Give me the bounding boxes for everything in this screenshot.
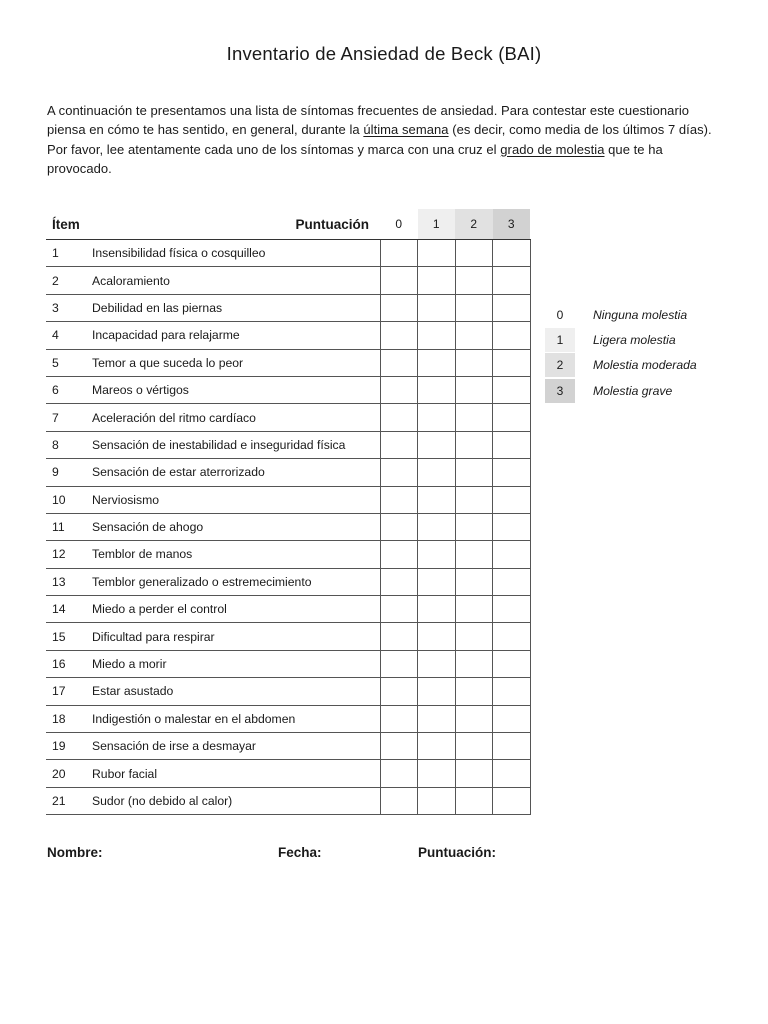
table-row bbox=[46, 431, 530, 458]
intro-underline-degree: grado de molestia bbox=[500, 141, 605, 157]
legend-item bbox=[545, 327, 697, 352]
score-legend bbox=[545, 302, 697, 403]
table-row bbox=[46, 486, 530, 513]
score-checkbox-1[interactable] bbox=[418, 705, 456, 732]
score-checkbox-3[interactable] bbox=[493, 513, 531, 540]
table-header-row bbox=[46, 209, 530, 240]
score-checkbox-3[interactable] bbox=[493, 623, 531, 650]
table-row bbox=[46, 596, 530, 623]
legend-value: 0 bbox=[556, 307, 564, 322]
item-number: 7 bbox=[46, 404, 92, 431]
table-row bbox=[46, 678, 530, 705]
page-title: Inventario de Ansiedad de Beck (BAI) bbox=[226, 43, 542, 64]
table-row bbox=[46, 541, 530, 568]
symptom-text: Incapacidad para relajarme bbox=[92, 322, 380, 349]
symptom-text: Sensación de irse a desmayar bbox=[92, 733, 380, 760]
score-checkbox-0[interactable] bbox=[380, 349, 418, 376]
symptom-text: Debilidad en las piernas bbox=[92, 294, 380, 321]
table-row bbox=[46, 404, 530, 431]
score-checkbox-0[interactable] bbox=[380, 787, 418, 814]
score-header-1: 1 bbox=[418, 209, 456, 240]
date-label: Fecha: bbox=[278, 845, 322, 860]
header-item: Ítem bbox=[46, 209, 92, 240]
score-checkbox-3[interactable] bbox=[493, 678, 531, 705]
table-row bbox=[46, 267, 530, 294]
intro-text-3: que te ha provocado. bbox=[47, 141, 663, 176]
item-number: 15 bbox=[46, 623, 92, 650]
score-checkbox-1[interactable] bbox=[418, 513, 456, 540]
item-number: 19 bbox=[46, 733, 92, 760]
table-row bbox=[46, 705, 530, 732]
score-checkbox-0[interactable] bbox=[380, 760, 418, 787]
score-checkbox-2[interactable] bbox=[455, 787, 493, 814]
symptom-text: Sensación de inestabilidad e inseguridad física bbox=[92, 431, 380, 458]
item-number: 18 bbox=[46, 705, 92, 732]
table-row bbox=[46, 376, 530, 403]
score-checkbox-2[interactable] bbox=[455, 650, 493, 677]
score-header-2: 2 bbox=[455, 209, 493, 240]
symptom-text: Aceleración del ritmo cardíaco bbox=[92, 404, 380, 431]
score-checkbox-2[interactable] bbox=[455, 486, 493, 513]
legend-value: 2 bbox=[545, 353, 575, 377]
score-checkbox-0[interactable] bbox=[380, 376, 418, 403]
score-checkbox-3[interactable] bbox=[493, 404, 531, 431]
score-header-3: 3 bbox=[493, 209, 531, 240]
item-number: 10 bbox=[46, 486, 92, 513]
legend-label: Ligera molestia bbox=[593, 332, 676, 347]
symptom-text: Estar asustado bbox=[92, 678, 380, 705]
score-checkbox-0[interactable] bbox=[380, 568, 418, 595]
item-number: 21 bbox=[46, 787, 92, 814]
score-checkbox-2[interactable] bbox=[455, 267, 493, 294]
symptom-text: Temblor generalizado o estremecimiento bbox=[92, 568, 380, 595]
score-header-0: 0 bbox=[380, 209, 418, 240]
table-row bbox=[46, 623, 530, 650]
score-checkbox-1[interactable] bbox=[418, 404, 456, 431]
table-row bbox=[46, 760, 530, 787]
table-row bbox=[46, 650, 530, 677]
score-checkbox-0[interactable] bbox=[380, 513, 418, 540]
legend-label: Ninguna molestia bbox=[593, 307, 688, 322]
symptom-text: Miedo a morir bbox=[92, 650, 380, 677]
item-number: 4 bbox=[46, 322, 92, 349]
score-checkbox-0[interactable] bbox=[380, 650, 418, 677]
symptom-text: Temblor de manos bbox=[92, 541, 380, 568]
item-number: 11 bbox=[46, 513, 92, 540]
score-checkbox-3[interactable] bbox=[493, 240, 531, 267]
score-checkbox-2[interactable] bbox=[455, 678, 493, 705]
score-checkbox-2[interactable] bbox=[455, 541, 493, 568]
score-checkbox-3[interactable] bbox=[493, 294, 531, 321]
score-checkbox-0[interactable] bbox=[380, 623, 418, 650]
table-row bbox=[46, 787, 530, 814]
item-number: 12 bbox=[46, 541, 92, 568]
item-number: 17 bbox=[46, 678, 92, 705]
score-checkbox-3[interactable] bbox=[493, 760, 531, 787]
item-number: 16 bbox=[46, 650, 92, 677]
score-checkbox-3[interactable] bbox=[493, 376, 531, 403]
table-row bbox=[46, 240, 530, 267]
symptom-text: Sensación de estar aterrorizado bbox=[92, 459, 380, 486]
score-checkbox-2[interactable] bbox=[455, 459, 493, 486]
symptom-text: Insensibilidad física o cosquilleo bbox=[92, 240, 380, 267]
table-row bbox=[46, 459, 530, 486]
score-checkbox-2[interactable] bbox=[455, 322, 493, 349]
legend-item bbox=[545, 302, 697, 327]
score-checkbox-0[interactable] bbox=[380, 294, 418, 321]
header-score: Puntuación bbox=[92, 209, 380, 240]
score-checkbox-0[interactable] bbox=[380, 404, 418, 431]
score-checkbox-1[interactable] bbox=[418, 294, 456, 321]
score-checkbox-2[interactable] bbox=[455, 705, 493, 732]
score-checkbox-0[interactable] bbox=[380, 267, 418, 294]
symptom-text: Nerviosismo bbox=[92, 486, 380, 513]
score-checkbox-0[interactable] bbox=[380, 596, 418, 623]
score-checkbox-1[interactable] bbox=[418, 349, 456, 376]
score-total-label: Puntuación: bbox=[418, 845, 496, 860]
legend-label: Molestia grave bbox=[593, 383, 673, 398]
score-checkbox-1[interactable] bbox=[418, 240, 456, 267]
table-body bbox=[46, 240, 530, 815]
score-checkbox-3[interactable] bbox=[493, 541, 531, 568]
table-row bbox=[46, 294, 530, 321]
score-checkbox-1[interactable] bbox=[418, 322, 456, 349]
score-checkbox-2[interactable] bbox=[455, 431, 493, 458]
score-checkbox-3[interactable] bbox=[493, 568, 531, 595]
symptom-text: Temor a que suceda lo peor bbox=[92, 349, 380, 376]
score-checkbox-2[interactable] bbox=[455, 404, 493, 431]
item-number: 14 bbox=[46, 596, 92, 623]
score-checkbox-3[interactable] bbox=[493, 486, 531, 513]
table-row bbox=[46, 322, 530, 349]
symptom-text: Acaloramiento bbox=[92, 267, 380, 294]
score-checkbox-0[interactable] bbox=[380, 322, 418, 349]
score-checkbox-0[interactable] bbox=[380, 733, 418, 760]
symptom-table bbox=[46, 209, 531, 815]
score-checkbox-2[interactable] bbox=[455, 623, 493, 650]
item-number: 6 bbox=[46, 376, 92, 403]
score-checkbox-1[interactable] bbox=[418, 787, 456, 814]
score-checkbox-1[interactable] bbox=[418, 623, 456, 650]
score-checkbox-3[interactable] bbox=[493, 459, 531, 486]
score-checkbox-0[interactable] bbox=[380, 459, 418, 486]
intro-text-2: (es decir, como media de los últimos 7 días). Por favor, lee atentamente cada uno de los síntomas y marca con una cruz el bbox=[47, 122, 712, 157]
symptom-text: Sensación de ahogo bbox=[92, 513, 380, 540]
score-checkbox-1[interactable] bbox=[418, 431, 456, 458]
score-checkbox-1[interactable] bbox=[418, 596, 456, 623]
intro-text-1: A continuación te presentamos una lista de síntomas frecuentes de ansiedad. Para contestar este cuestionario piensa en cómo te has sentido, en general, durante la bbox=[47, 103, 690, 138]
item-number: 20 bbox=[46, 760, 92, 787]
score-checkbox-2[interactable] bbox=[455, 568, 493, 595]
score-checkbox-0[interactable] bbox=[380, 486, 418, 513]
legend-item bbox=[545, 353, 697, 378]
table-row bbox=[46, 513, 530, 540]
score-checkbox-2[interactable] bbox=[455, 376, 493, 403]
score-checkbox-0[interactable] bbox=[380, 541, 418, 568]
score-checkbox-1[interactable] bbox=[418, 733, 456, 760]
item-number: 8 bbox=[46, 431, 92, 458]
symptom-text: Indigestión o malestar en el abdomen bbox=[92, 705, 380, 732]
score-checkbox-2[interactable] bbox=[455, 349, 493, 376]
score-checkbox-2[interactable] bbox=[455, 240, 493, 267]
score-checkbox-1[interactable] bbox=[418, 678, 456, 705]
item-number: 3 bbox=[46, 294, 92, 321]
item-number: 2 bbox=[46, 267, 92, 294]
score-checkbox-3[interactable] bbox=[493, 596, 531, 623]
table-row bbox=[46, 349, 530, 376]
score-checkbox-2[interactable] bbox=[455, 596, 493, 623]
item-number: 13 bbox=[46, 568, 92, 595]
score-checkbox-3[interactable] bbox=[493, 733, 531, 760]
score-checkbox-1[interactable] bbox=[418, 486, 456, 513]
score-checkbox-1[interactable] bbox=[418, 376, 456, 403]
item-number: 1 bbox=[46, 240, 92, 267]
item-number: 5 bbox=[46, 349, 92, 376]
score-checkbox-1[interactable] bbox=[418, 760, 456, 787]
score-checkbox-2[interactable] bbox=[455, 760, 493, 787]
score-checkbox-0[interactable] bbox=[380, 705, 418, 732]
score-checkbox-0[interactable] bbox=[380, 431, 418, 458]
table-row bbox=[46, 568, 530, 595]
score-checkbox-2[interactable] bbox=[455, 513, 493, 540]
name-label: Nombre: bbox=[47, 845, 103, 860]
score-checkbox-2[interactable] bbox=[455, 294, 493, 321]
legend-item bbox=[545, 378, 697, 403]
score-checkbox-3[interactable] bbox=[493, 349, 531, 376]
symptom-text: Mareos o vértigos bbox=[92, 376, 380, 403]
score-checkbox-1[interactable] bbox=[418, 541, 456, 568]
score-checkbox-0[interactable] bbox=[380, 240, 418, 267]
score-checkbox-3[interactable] bbox=[493, 322, 531, 349]
legend-label: Molestia moderada bbox=[593, 358, 697, 373]
symptom-text: Rubor facial bbox=[92, 760, 380, 787]
item-number: 9 bbox=[46, 459, 92, 486]
legend-value: 3 bbox=[545, 379, 575, 403]
intro-underline-last-week: última semana bbox=[363, 122, 449, 138]
score-checkbox-1[interactable] bbox=[418, 459, 456, 486]
score-checkbox-1[interactable] bbox=[418, 650, 456, 677]
score-checkbox-3[interactable] bbox=[493, 787, 531, 814]
score-checkbox-0[interactable] bbox=[380, 678, 418, 705]
score-checkbox-3[interactable] bbox=[493, 650, 531, 677]
score-checkbox-1[interactable] bbox=[418, 568, 456, 595]
symptom-text: Dificultad para respirar bbox=[92, 623, 380, 650]
symptom-text: Miedo a perder el control bbox=[92, 596, 380, 623]
symptom-text: Sudor (no debido al calor) bbox=[92, 787, 380, 814]
score-checkbox-2[interactable] bbox=[455, 733, 493, 760]
intro-paragraph bbox=[47, 101, 727, 178]
score-checkbox-3[interactable] bbox=[493, 431, 531, 458]
table-row bbox=[46, 733, 530, 760]
score-checkbox-3[interactable] bbox=[493, 267, 531, 294]
score-checkbox-1[interactable] bbox=[418, 267, 456, 294]
score-checkbox-3[interactable] bbox=[493, 705, 531, 732]
legend-value: 1 bbox=[545, 328, 575, 352]
